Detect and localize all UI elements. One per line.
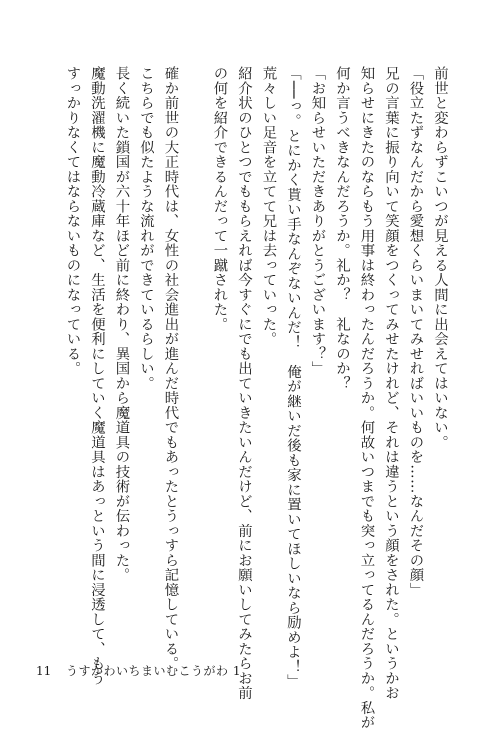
text-line: こちらでも似たような流れができているらしい。 — [138, 66, 154, 391]
section-break — [183, 66, 208, 626]
text-line: 何か言うべきなんだろうか。礼か？ 礼なのか？ — [334, 66, 350, 391]
running-title: うすかわいちまいむこうがわ 1 — [66, 664, 241, 678]
text-line: 兄の言葉に振り向いて笑顔をつくってみせたけれど、それは違うという顔をされた。というかお — [383, 66, 399, 701]
text-line: 荒々しい足音を立てて兄は去っていった。 — [260, 66, 277, 347]
text-line: の何を紹介できるんだって一蹴された。 — [211, 66, 228, 332]
text-line: 「お知らせいただきありがとうございます？」 — [309, 66, 326, 376]
text-line: 確か前世の大正時代は、女性の社会進出が進んだ時代でもあったとうっすら記憶している。 — [162, 66, 179, 671]
text-line: すっかりなくてはならないものになっている。 — [64, 66, 81, 376]
text-line: 長く続いた鎖国が六十年ほど前に終わり、異国から魔道具の技術が伝わった。 — [113, 66, 130, 583]
text-line: 魔動洗濯機に魔動冷蔵庫など、生活を便利にしていく魔道具はあっという間に浸透して、もう — [89, 66, 105, 686]
text-line: 前世と変わらずこいつが見える人間に出会えてはいない。 — [432, 66, 448, 450]
page-number: 11 — [36, 664, 52, 678]
text-line: 「役立たずなんだから愛想くらいまいてみせればいいものを……なんだその顔」 — [407, 66, 424, 597]
text-line: 紹介状のひとつでももらえれば今すぐにでも出ていきたいんだけど、前にお願いしてみたらお前 — [236, 66, 252, 701]
text-line: 「──っ。とにかく貰い手なんぞないんだ！ 俺が継いだ後も家に置いてほしいなら励めよ！」 — [285, 66, 301, 689]
text-line: 知らせにきたのならもう用事は終わったんだろうか。何故いつまでも突っ立ってるんだろうか。私が — [358, 66, 375, 730]
